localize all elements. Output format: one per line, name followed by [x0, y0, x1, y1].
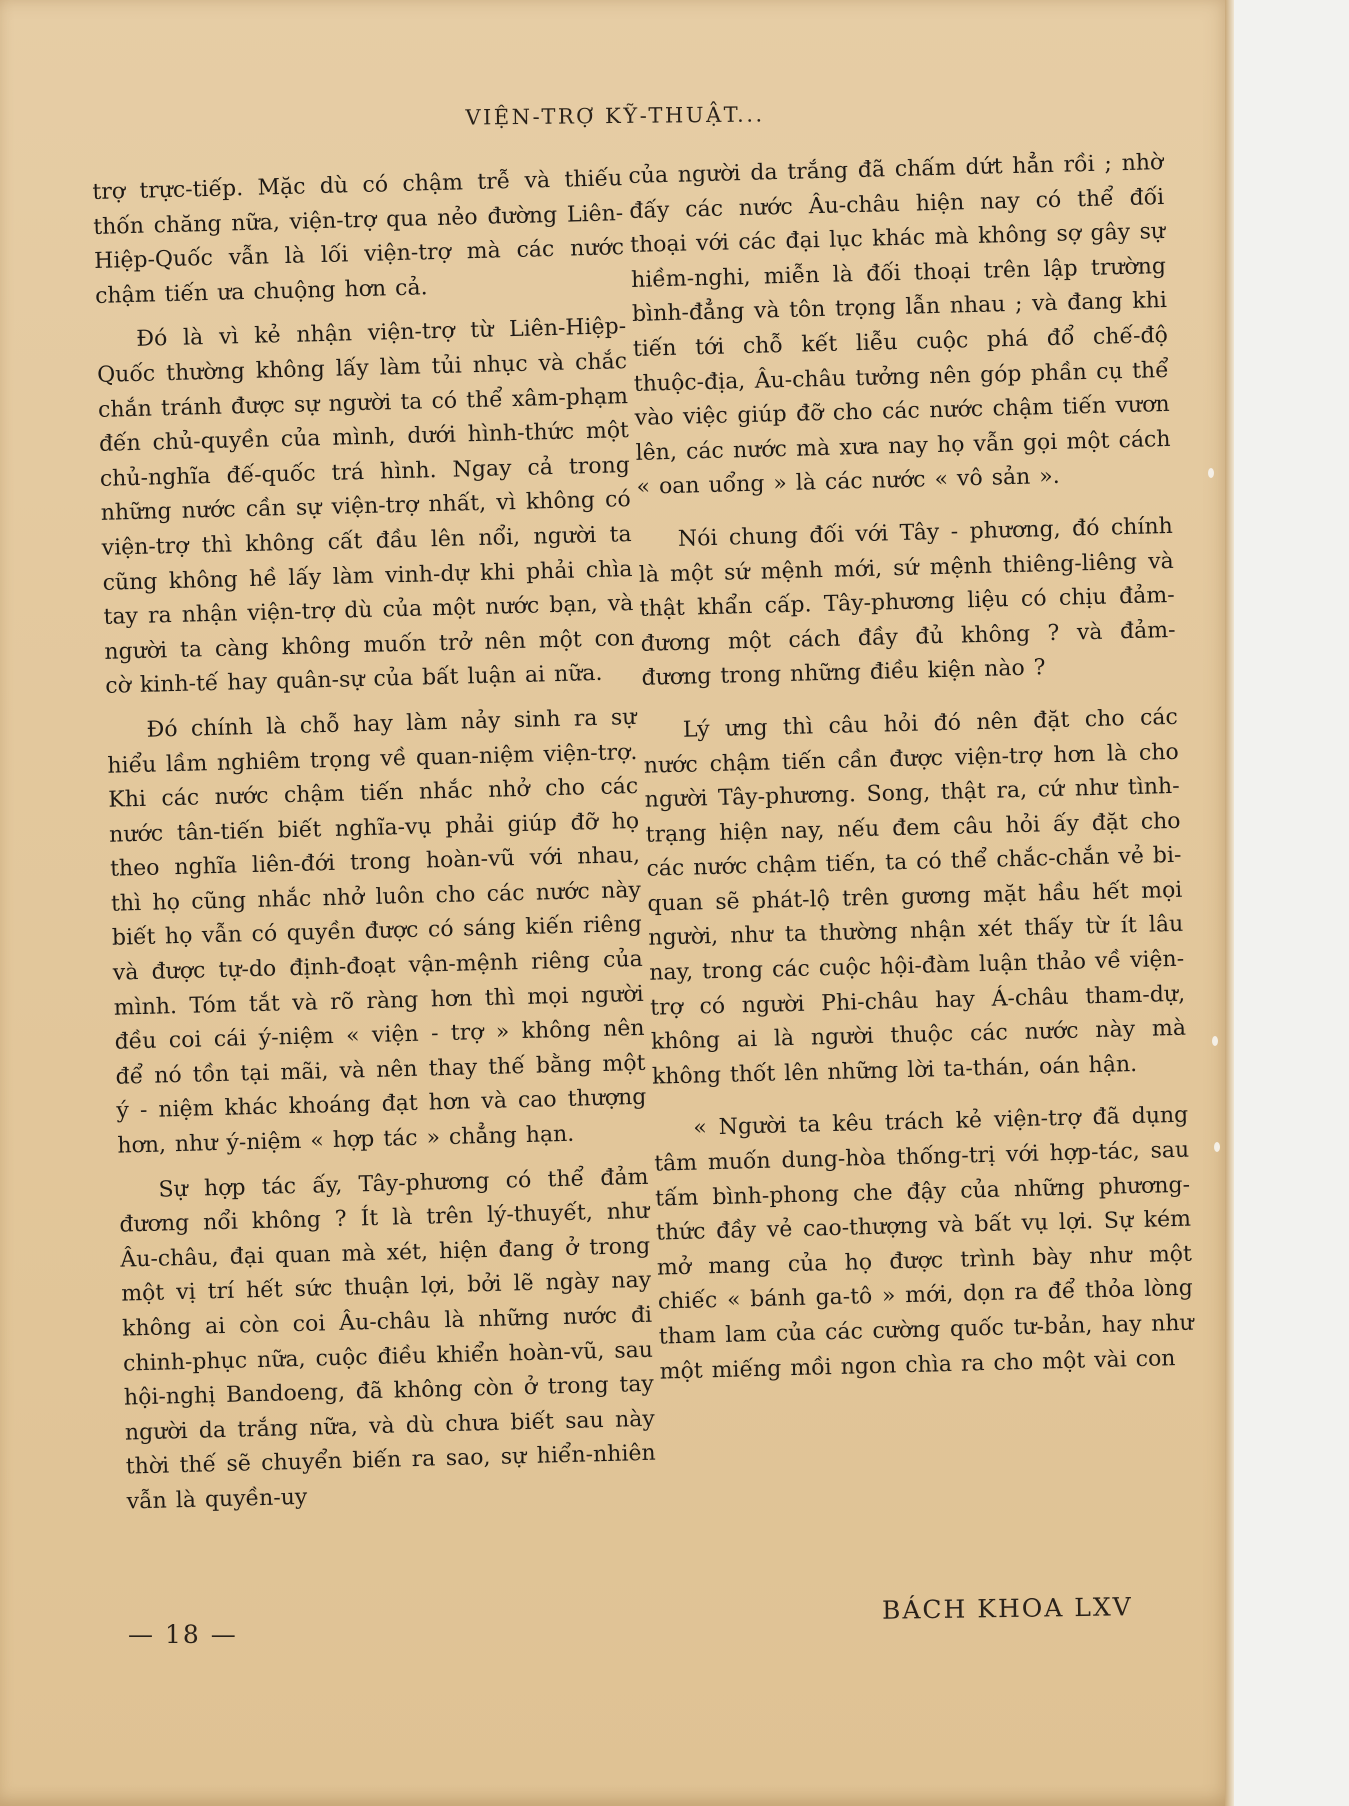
page-number: — 18 —	[128, 1620, 238, 1649]
right-paragraph-4: « Người ta kêu trách kẻ viện-trợ đã dụng tâm muốn dung-hòa thống-trị với hợp-tác, sau tấm bình-phong che đậy của những phương-thức đầy vẻ cao-thượng và bất vụ lợi. Sự kém mở mang của họ được trình bày như một chiếc « bánh ga-tô » mới, dọn ra để thỏa lòng tham lam của các cường quốc tư-bản, hay như một miếng mồi ngon chìa ra cho một vài con	[653, 1103, 1194, 1385]
left-paragraph-3: Đó chính là chỗ hay làm nảy sinh ra sự hiểu lầm nghiêm trọng về quan-niệm viện-trợ. Khi các nước chậm tiến nhắc nhở cho các nước tân-tiến biết nghĩa-vụ phải giúp đỡ họ theo nghĩa liên-đới trong hoàn-vũ với nhau, thì họ cũng nhắc nhở luôn cho các nước này biết họ vẫn có quyền được có sáng kiến riêng và được tự-do định-đoạt vận-mệnh riêng của mình. Tóm tắt và rõ ràng hơn thì mọi người đều coi cái ý-niệm « viện - trợ » không nên để nó tồn tại mãi, và nên thay thế bằng một ý - niệm khác khoáng đạt hơn và cao thượng hơn, như ý-niệm « hợp tác » chẳng hạn.	[107, 704, 647, 1159]
page-edge	[1225, 0, 1234, 1806]
running-title: VIỆN-TRỢ KỸ-THUẬT...	[465, 102, 765, 130]
left-paragraph-4: Sự hợp tác ấy, Tây-phương có thể đảm đương nổi không ? Ít là trên lý-thuyết, như Âu-châu, đại quan mà xét, hiện đang ở trong một vị trí hết sức thuận lợi, bởi lẽ ngày nay không ai còn coi Âu-châu là những nước đi chinh-phục nữa, cuộc điều khiển hoàn-vũ, sau hội-nghị Bandoeng, đã không còn ở trong tay người da trắng nữa, và dù chưa biết sau này thời thế sẽ chuyển biến ra sao, sự hiển-nhiên vẫn là quyền-uy	[119, 1164, 656, 1515]
paper-speck	[1208, 468, 1214, 478]
right-paragraph-1: của người da trắng đã chấm dứt hẳn rồi ; nhờ đấy các nước Âu-châu hiện nay có thể đối thoại với các đại lục khác mà không sợ gây sự hiềm-nghi, miễn là đối thoại trên lập trường bình-đẳng và tôn trọng lẫn nhau ; và đang khi tiến tới chỗ kết liễu cuộc phá đổ chế-độ thuộc-địa, Âu-châu tưởng nên góp phần cụ thể vào việc giúp đỡ cho các nước chậm tiến vươn lên, các nước mà xưa nay họ vẫn gọi một cách « oan uổng » là các nước « vô sản ».	[628, 149, 1171, 501]
right-column	[628, 146, 1195, 1400]
paper-speck	[1212, 1036, 1218, 1046]
right-paragraph-3: Lý ưng thì câu hỏi đó nên đặt cho các nước chậm tiến cần được viện-trợ hơn là cho người Tây-phương. Song, thật ra, cứ như tình-trạng hiện nay, nếu đem câu hỏi ấy đặt cho các nước chậm tiến, ta có thể chắc-chắn vẻ bi-quan sẽ phát-lộ trên gương mặt hầu hết mọi người, như ta thường nhận xét thấy từ ít lâu nay, trong các cuộc hội-đàm luận thảo về viện-trợ có người Phi-châu hay Á-châu tham-dự, không ai là người thuộc các nước này mà không thốt lên những lời ta-thán, oán hận.	[643, 704, 1187, 1090]
left-paragraph-1: trợ trực-tiếp. Mặc dù có chậm trễ và thiếu thốn chăng nữa, viện-trợ qua nẻo đường Liên-Hiệp-Quốc vẫn là lối viện-trợ mà các nước chậm tiến ưa chuộng hơn cả.	[92, 166, 625, 309]
magazine-name: BÁCH KHOA LXV	[881, 1592, 1133, 1625]
paper-speck	[1214, 1142, 1220, 1152]
left-column	[92, 162, 657, 1530]
right-paragraph-2: Nói chung đối với Tây - phương, đó chính là một sứ mệnh mới, sứ mệnh thiêng-liêng và thật khẩn cấp. Tây-phương liệu có chịu đảm-đương một cách đầy đủ không ? và đảm-đương trong những điều kiện nào ?	[638, 513, 1176, 692]
left-paragraph-2: Đó là vì kẻ nhận viện-trợ từ Liên-Hiệp-Quốc thường không lấy làm tủi nhục và chắc chắn tránh được sự người ta có thể xâm-phạm đến chủ-quyền của mình, dưới hình-thức một chủ-nghĩa đế-quốc trá hình. Ngay cả trong những nước cần sự viện-trợ nhất, vì không có viện-trợ thì không cất đầu lên nổi, người ta cũng không hề lấy làm vinh-dự khi phải chìa tay ra nhận viện-trợ dù của một nước bạn, và người ta càng không muốn trở nên một con cờ kinh-tế hay quân-sự của bất luận ai nữa.	[96, 314, 635, 700]
